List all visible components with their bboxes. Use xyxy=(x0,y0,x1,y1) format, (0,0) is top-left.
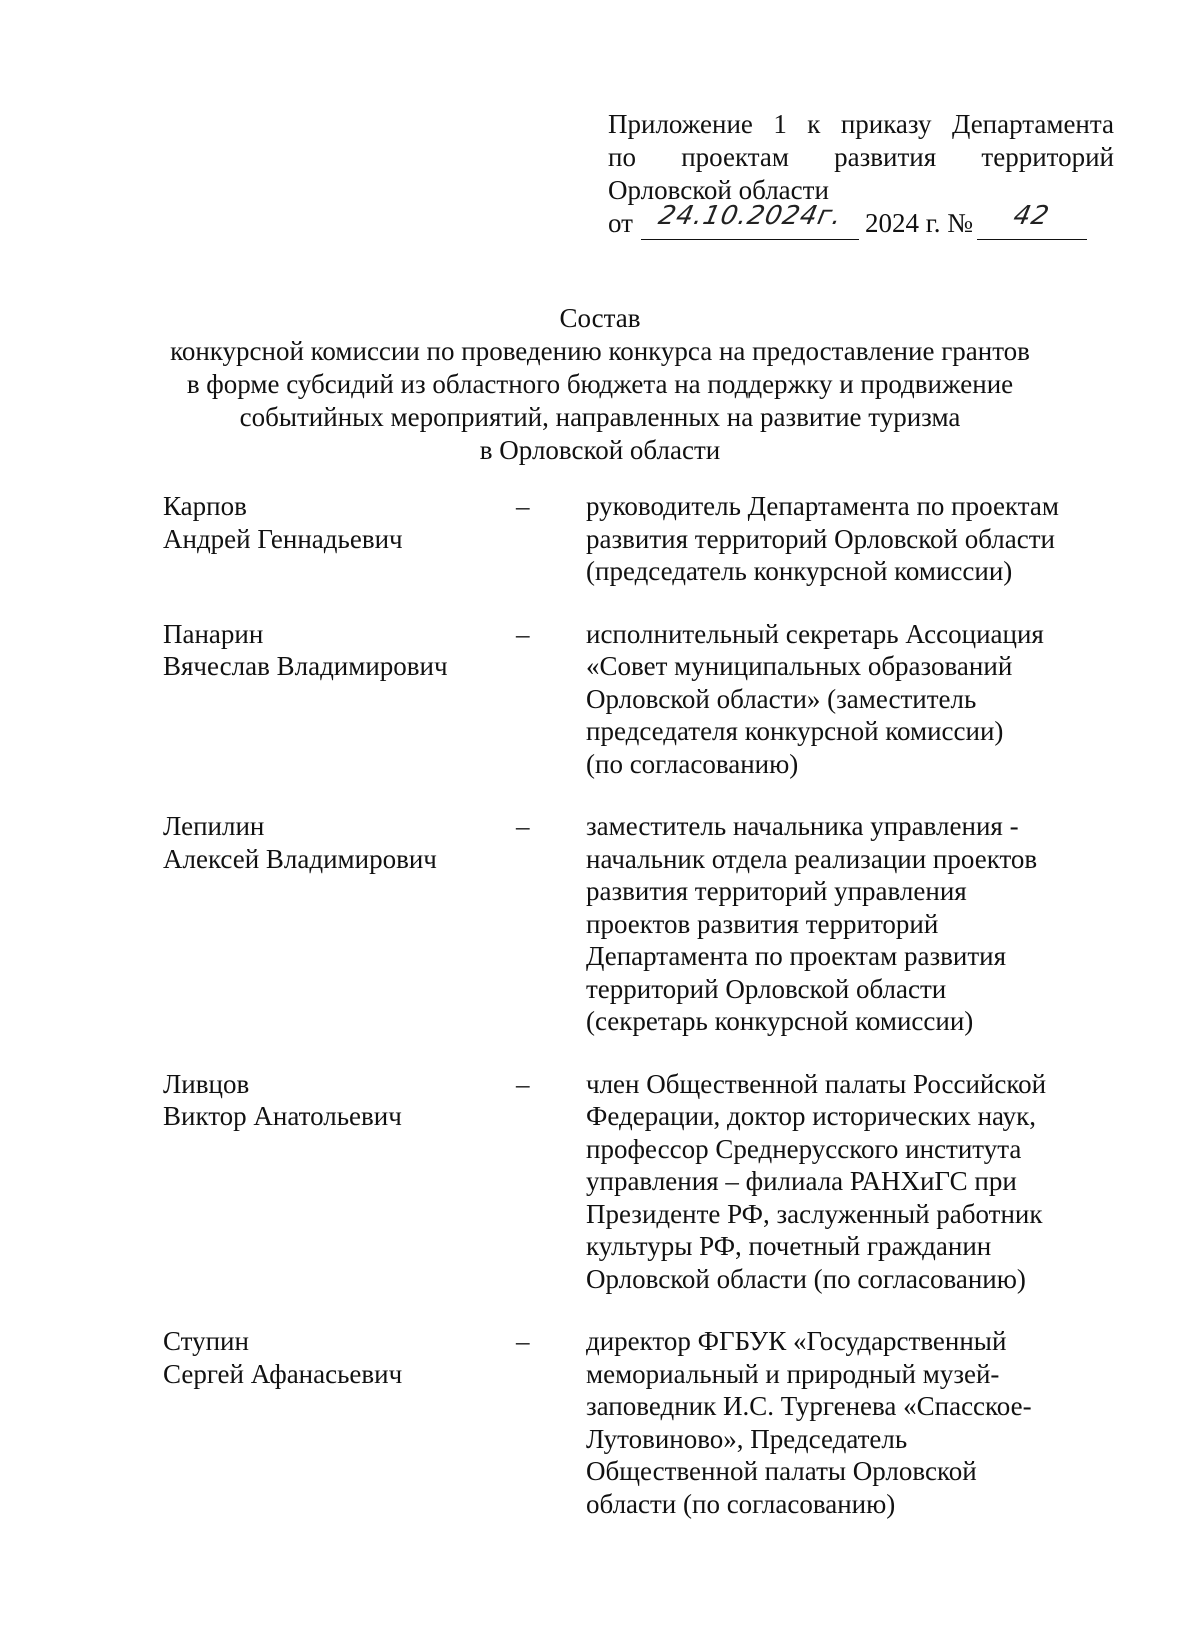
member-surname: Лепилин xyxy=(163,811,265,841)
member-surname: Ступин xyxy=(163,1326,249,1356)
member-surname: Ливцов xyxy=(163,1068,250,1099)
member-surname: Панарин xyxy=(163,618,264,649)
year-and-number-label: 2024 г. № xyxy=(864,208,973,238)
member-role xyxy=(586,810,1091,1038)
role-line: культуры РФ, почетный гражданин xyxy=(586,1231,992,1261)
title-line-5: в Орловской области xyxy=(479,435,721,465)
role-line: управления – филиала РАНХиГС при xyxy=(586,1166,1017,1196)
member-dash: – xyxy=(516,491,530,521)
role-line: заповедник И.С. Тургенева «Спасское- xyxy=(586,1391,1032,1421)
date-prefix: от xyxy=(608,208,633,238)
member-entry xyxy=(163,1325,1113,1520)
order-date-line xyxy=(608,201,1114,240)
member-role xyxy=(586,1325,1091,1520)
role-line: проектов развития территорий xyxy=(586,908,939,939)
role-line: мемориальный и природный музей- xyxy=(586,1358,1000,1389)
appendix-line-2: по проектам развития территорий xyxy=(608,142,1114,172)
role-line: Общественной палаты Орловской xyxy=(586,1456,977,1486)
member-name xyxy=(163,618,513,683)
date-blank-field xyxy=(641,201,859,240)
role-line: профессор Среднерусского института xyxy=(586,1133,1022,1164)
member-name xyxy=(163,1325,513,1390)
member-dash: – xyxy=(516,618,530,649)
role-line: руководитель Департамента по проектам xyxy=(586,491,1059,521)
role-line: развития территорий управления xyxy=(586,876,967,906)
role-line: Орловской области» (заместитель xyxy=(586,683,977,714)
role-line: (председатель конкурсной комиссии) xyxy=(586,556,1013,586)
member-dash: – xyxy=(516,1326,530,1356)
role-line: Федерации, доктор исторических наук, xyxy=(586,1101,1036,1131)
member-given-names: Сергей Афанасьевич xyxy=(163,1358,403,1389)
appendix-header xyxy=(608,108,1114,240)
role-line: (секретарь конкурсной комиссии) xyxy=(586,1006,974,1036)
number-blank-field xyxy=(977,201,1087,240)
role-line: Орловской области (по согласованию) xyxy=(586,1263,1026,1294)
member-name xyxy=(163,810,513,875)
title-line-2: конкурсной комиссии по проведению конкурса на предоставление грантов xyxy=(170,336,1030,366)
title-heading: Состав xyxy=(559,303,641,333)
appendix-line-3: Орловской области xyxy=(608,175,829,205)
role-line: начальник отдела реализации проектов xyxy=(586,843,1038,874)
member-surname: Карпов xyxy=(163,491,247,521)
title-line-4: событийных мероприятий, направленных на развитие туризма xyxy=(239,402,961,432)
role-line: Лутовиново», Председатель xyxy=(586,1423,908,1454)
role-line: директор ФГБУК «Государственный xyxy=(586,1326,1007,1356)
role-line: Президенте РФ, заслуженный работник xyxy=(586,1198,1043,1229)
member-given-names: Виктор Анатольевич xyxy=(163,1101,402,1131)
role-line: председателя конкурсной комиссии) xyxy=(586,716,1004,746)
member-entry xyxy=(163,490,1113,588)
role-line: (по согласованию) xyxy=(586,748,799,779)
member-dash: – xyxy=(516,811,530,841)
role-line: заместитель начальника управления - xyxy=(586,811,1019,841)
commission-members-list xyxy=(163,490,1113,1550)
title-line-3: в форме субсидий из областного бюджета на поддержку и продвижение xyxy=(186,369,1014,399)
member-given-names: Андрей Геннадьевич xyxy=(163,523,403,554)
member-role xyxy=(586,1068,1091,1296)
appendix-line-1: Приложение 1 к приказу Департамента xyxy=(608,109,1114,139)
member-role xyxy=(586,618,1091,781)
role-line: развития территорий Орловской области xyxy=(586,523,1055,554)
role-line: Департамента по проектам развития xyxy=(586,941,1006,971)
handwritten-number: 42 xyxy=(1011,201,1053,231)
role-line: территорий Орловской области xyxy=(586,973,947,1004)
member-given-names: Вячеслав Владимирович xyxy=(163,651,448,681)
member-entry xyxy=(163,1068,1113,1296)
member-entry xyxy=(163,810,1113,1038)
role-line: исполнительный секретарь Ассоциация xyxy=(586,618,1044,649)
member-name xyxy=(163,490,513,555)
member-name xyxy=(163,1068,513,1133)
member-role xyxy=(586,490,1091,588)
role-line: член Общественной палаты Российской xyxy=(586,1068,1047,1099)
document-title xyxy=(120,302,1080,467)
role-line: «Совет муниципальных образований xyxy=(586,651,1013,681)
member-dash: – xyxy=(516,1068,530,1099)
handwritten-date: 24.10.2024г. xyxy=(655,201,845,231)
member-given-names: Алексей Владимирович xyxy=(163,843,437,874)
role-line: области (по согласованию) xyxy=(586,1488,896,1519)
member-entry xyxy=(163,618,1113,781)
